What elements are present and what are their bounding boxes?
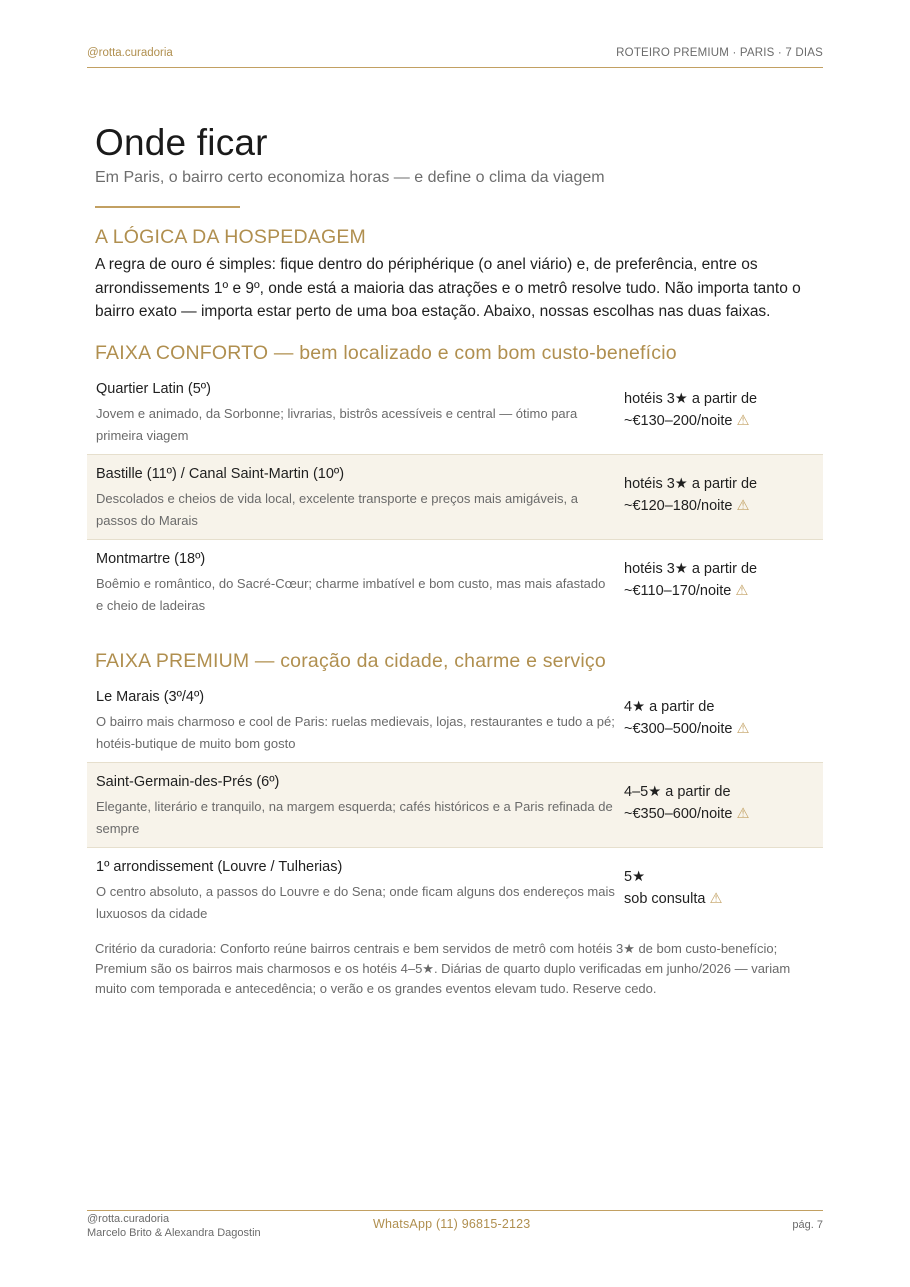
price-rate-text: ~€350–600/noite: [624, 805, 733, 822]
table-row: [87, 763, 823, 848]
warning-icon: ⚠: [736, 805, 750, 822]
price-line-stars: hotéis 3★ a partir de: [624, 391, 758, 407]
price-line-rate: [624, 581, 819, 603]
price-range: [624, 867, 819, 910]
footer-whatsapp-link[interactable]: WhatsApp (11) 96815-2123: [373, 1217, 531, 1231]
footer-brand: @rotta.curadoria: [87, 1213, 170, 1225]
comfort-table: [87, 370, 823, 625]
page-title: Onde ficar: [95, 122, 268, 163]
page-subtitle: Em Paris, o bairro certo economiza horas — e define o clima da viagem: [95, 169, 605, 186]
price-range: [624, 697, 819, 740]
neighborhood-name: Bastille (11º) / Canal Saint-Martin (10º): [96, 466, 345, 482]
price-line-stars: 4★ a partir de: [624, 699, 715, 715]
price-line-stars: 4–5★ a partir de: [624, 784, 731, 800]
header-doc-title: ROTEIRO PREMIUM · PARIS · 7 DIAS: [616, 47, 823, 59]
table-row: [87, 540, 823, 625]
price-line-rate: [624, 496, 819, 518]
neighborhood-name: Montmartre (18º): [96, 551, 206, 567]
neighborhood-name: Saint-Germain-des-Prés (6º): [96, 774, 280, 790]
footer-divider: [87, 1210, 823, 1211]
table-row: [87, 678, 823, 763]
neighborhood-description: O bairro mais charmoso e cool de Paris: ruelas medievais, lojas, restaurantes e tudo a pé; hotéis-butique de muito bom gosto: [96, 714, 615, 751]
price-rate-text: ~€300–500/noite: [624, 720, 733, 737]
price-line-rate: [624, 719, 819, 741]
comfort-heading: FAIXA CONFORTO — bem localizado e com bom custo-benefício: [95, 342, 677, 364]
warning-icon: ⚠: [735, 582, 749, 599]
page-header: [87, 46, 823, 68]
warning-icon: ⚠: [709, 890, 723, 907]
logic-heading: A LÓGICA DA HOSPEDAGEM: [95, 226, 366, 248]
price-line-stars: hotéis 3★ a partir de: [624, 561, 758, 577]
warning-icon: ⚠: [736, 412, 750, 429]
price-line-rate: [624, 411, 819, 433]
warning-icon: ⚠: [736, 497, 750, 514]
table-row: [87, 455, 823, 540]
price-range: [624, 559, 819, 602]
title-divider: [95, 206, 240, 208]
price-range: [624, 474, 819, 517]
table-row: [87, 848, 823, 933]
price-line-stars: hotéis 3★ a partir de: [624, 476, 758, 492]
table-row: [87, 370, 823, 455]
price-line-rate: [624, 889, 819, 911]
curation-criteria-note: Critério da curadoria: Conforto reúne bairros centrais e bem servidos de metrô com hotéis 3★ de bom custo-benefício; Premium são os bairros mais charmosos e os hotéis 4–5★. Diárias de quarto duplo verificadas em junho/2026 — variam muito com temporada e antecedência; o verão e os grandes eventos elevam tudo. Reserve cedo.: [95, 941, 791, 996]
price-range: [624, 782, 819, 825]
neighborhood-name: Le Marais (3º/4º): [96, 689, 205, 705]
neighborhood-name: Quartier Latin (5º): [96, 381, 211, 397]
price-rate-text: ~€110–170/noite: [624, 582, 732, 599]
footer-authors: Marcelo Brito & Alexandra Dagostin: [87, 1226, 261, 1239]
footer-credits: [87, 1213, 261, 1240]
premium-table: [87, 678, 823, 933]
neighborhood-description: Descolados e cheios de vida local, excelente transporte e preços mais amigáveis, a passos do Marais: [96, 491, 578, 528]
price-line-stars: 5★: [624, 869, 646, 885]
price-rate-text: ~€130–200/noite: [624, 412, 733, 429]
price-rate-text: sob consulta: [624, 890, 706, 907]
neighborhood-description: Boêmio e romântico, do Sacré-Cœur; charme imbatível e bom custo, mas mais afastado e cheio de ladeiras: [96, 576, 606, 613]
page-number: pág. 7: [792, 1219, 823, 1231]
premium-heading: FAIXA PREMIUM — coração da cidade, charme e serviço: [95, 650, 606, 672]
neighborhood-description: O centro absoluto, a passos do Louvre e do Sena; onde ficam alguns dos endereços mais luxuosos da cidade: [96, 884, 615, 921]
neighborhood-description: Jovem e animado, da Sorbonne; livrarias, bistrôs acessíveis e central — ótimo para primeira viagem: [96, 406, 578, 443]
price-line-rate: [624, 804, 819, 826]
warning-icon: ⚠: [736, 720, 750, 737]
header-brand: @rotta.curadoria: [87, 47, 173, 59]
price-rate-text: ~€120–180/noite: [624, 497, 733, 514]
neighborhood-name: 1º arrondissement (Louvre / Tulherias): [96, 859, 343, 875]
logic-text: A regra de ouro é simples: fique dentro do périphérique (o anel viário) e, de preferência, entre os arrondissements 1º e 9º, onde está a maioria das atrações e o metrô resolve tudo. Não importa tanto o bairro exato — importa estar perto de uma boa estação. Abaixo, nossas escolhas nas duas faixas.: [95, 256, 801, 320]
neighborhood-description: Elegante, literário e tranquilo, na margem esquerda; cafés históricos e a Paris refinada de sempre: [96, 799, 613, 836]
price-range: [624, 389, 819, 432]
